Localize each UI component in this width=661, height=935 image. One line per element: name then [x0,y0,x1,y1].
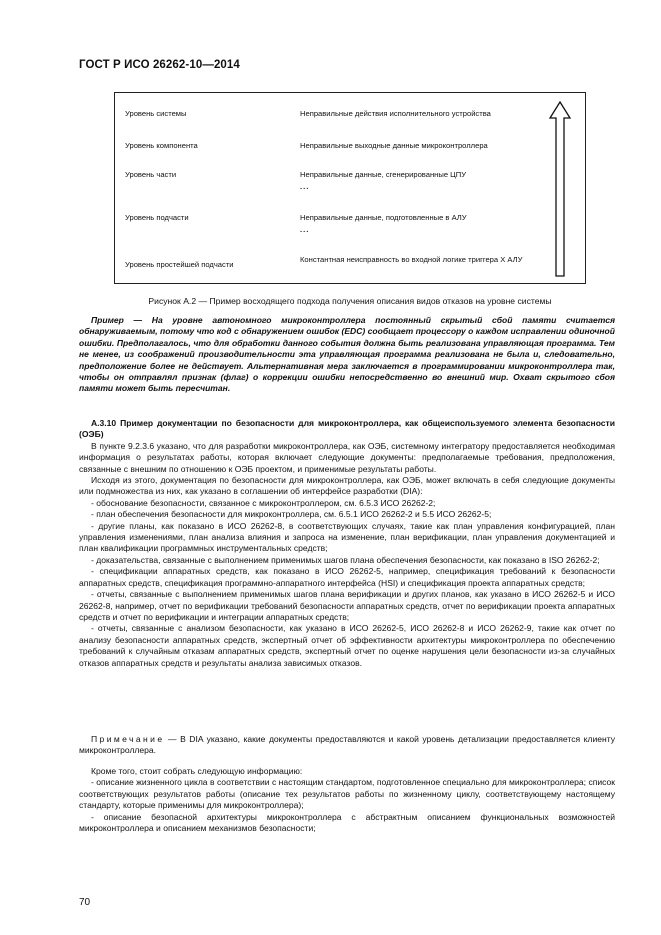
level-description [300,170,545,191]
level-label: Уровень системы [125,109,187,118]
ellipsis: ... [300,224,310,234]
document-header: ГОСТ Р ИСО 26262-10—2014 [79,59,240,71]
list-item: - доказательства, связанные с выполнением применимых шагов плана обеспечения безопасности, как показано в ISO 26262-2; [91,554,600,565]
note-text: — В DIA указано, какие документы предоставляются и какой уровень детализации предоставляется клиенту микроконтроллера. [79,734,615,756]
list-item: - описание жизненного цикла в соответствии с настоящим стандартом, подготовленное специально для микроконтроллера; список соответствующих результатов работы (описание тех результатов работы по жизненному циклу, соответствующему настоящему стандарту, которые применимы для микроконтроллера); [79,777,615,811]
section-heading: А.3.10 Пример документации по безопасности для микроконтроллера, как общеиспользуемого элемента безопасности (ОЭБ) [79,418,615,440]
level-label: Уровень подчасти [125,213,189,222]
paragraph: Исходя из этого, документация по безопасности для микроконтроллера, как ОЭБ, может включать в себя следующие документы или подмножества из них, как указано в соглашении об интерфейсе разработки (DIA): [79,475,615,497]
example-paragraph [79,315,615,395]
upward-arrow-icon [549,101,571,277]
level-label: Уровень части [125,170,177,179]
note-block [79,734,615,757]
note-label: Примечание [91,734,165,744]
level-description-text: Неправильные данные, подготовленные в АЛУ [300,213,467,222]
level-description: Неправильные действия исполнительного устройства [300,109,491,118]
example-label: Пример — [91,315,143,325]
paragraph: Кроме того, стоит собрать следующую информацию: [91,766,303,776]
level-description-text: Неправильные данные, сгенерированные ЦПУ [300,170,467,179]
page-number: 70 [79,897,91,908]
level-description [300,213,545,234]
level-label: Уровень простейшей подчасти [125,260,234,269]
figure-diagram [114,92,586,284]
note-paragraph [79,734,615,757]
list-item: - план обеспечения безопасности для микроконтроллера, см. 6.5.1 ИСО 26262-2 и 5.5 ИСО 26262-5; [91,509,492,520]
list-item: - описание безопасной архитектуры микроконтроллера с абстрактным описанием функциональных возможностей микроконтроллера и описанием механизмов безопасности; [79,811,615,834]
level-description: Неправильные выходные данные микроконтроллера [300,141,488,150]
tail-block [79,766,615,834]
list-item: - обоснование безопасности, связанное с микроконтроллером, см. 6.5.3 ИСО 26262-2; [91,497,436,508]
level-description: Константная неисправность во входной логике триггера Х АЛУ [300,255,523,264]
list-item: - спецификации аппаратных средств, как показано в ИСО 26262-5, например, спецификация требований к безопасности аппаратных средств, спецификация программно-аппаратного интерфейса (HSI) и спецификация проекта аппаратных средств; [79,566,615,588]
level-label: Уровень компонента [125,141,198,150]
paragraph: В пункте 9.2.3.6 указано, что для разработки микроконтроллера, как ОЭБ, системному интегратору предоставляется необходимая информация о результатах работы, которая включает следующие документы: предполагаемые требования, предположения, связанные с внешним по отношению к ОЭБ проектом, и применимые результаты работы. [79,440,615,474]
figure-caption: Рисунок А.2 — Пример восходящего подхода получения описания видов отказов на уровне системы [148,296,552,306]
ellipsis: ... [300,181,310,191]
section-block [79,418,615,669]
example-block [79,315,615,395]
list-item: - отчеты, связанные с выполнением применимых шагов плана верификации и других планов, как указано в ИСО 26262-5 и ИСО 26262-8, например, отчет по верификации требований безопасности аппаратных средств, отчет по верификации проекта аппаратных средств и отчет по верификации и интеграции аппаратных средств; [79,589,615,622]
example-text: На уровне автономного микроконтроллера постоянный скрытый сбой памяти считается обнаруживаемым, потому что код с обнаружением ошибок (EDC) сообщает процессору о каждом исправлении одиночной ошибки. Предполагалось, что для обработки данного события должна быть реализована управляющая программа. Тем не менее, из соображений производительности эта управляющая программа реализована не была и, следовательно, предположение более не действует. Альтернативная мера заключается в программировании микроконтроллера так, чтобы он отправлял признак (флаг) о коррекции ошибки непосредственно во внешний мир. Охват скрытого сбоя памяти может быть пересчитан. [79,315,615,394]
list-item: - отчеты, связанные с анализом безопасности, как указано в ИСО 26262-5, ИСО 26262-8 и ИСО 26262-9, такие как отчет по анализу безопасности аппаратных средств, экспертный отчет об эффективности архитектуры микроконтроллера по обеспечению требований к случайным отказам аппаратных средств, экспертный отчет по оценке нарушения цели безопасности из-за случайных отказов аппаратных средств и результаты анализа зависимых отказов. [79,623,615,668]
list-item: - другие планы, как показано в ИСО 26262-8, в соответствующих случаях, такие как план управления конфигурацией, план управления изменениями, план анализа влияния и запроса на изменение, план верификации, план управления документацией и план квалификации программных инструментальных средств; [79,520,615,554]
